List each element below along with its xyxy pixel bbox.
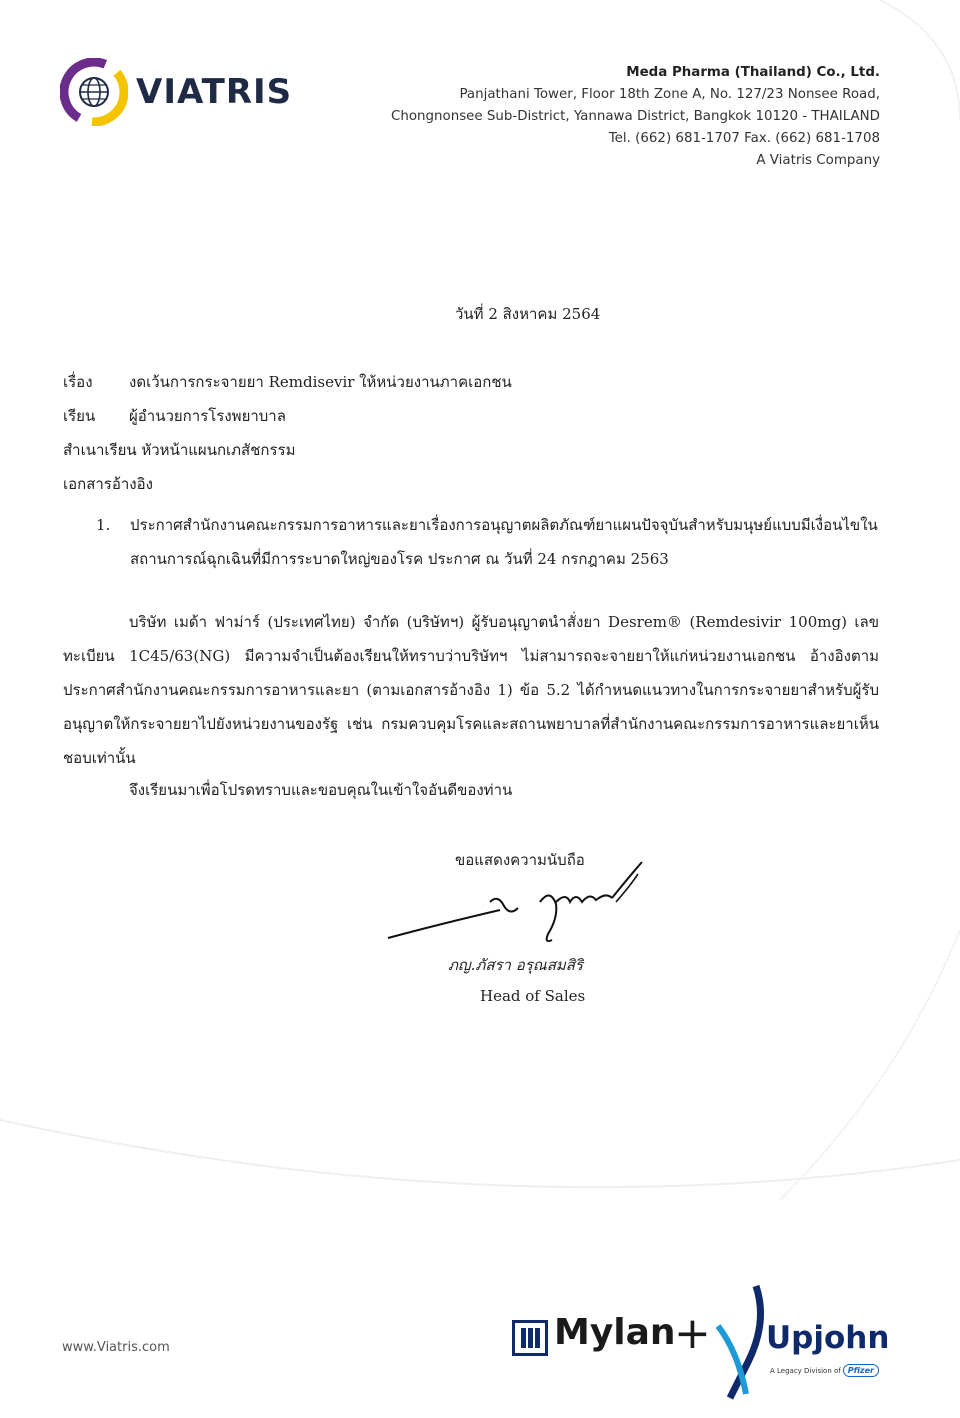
body-text: บริษัท เมด้า ฟาม่าร์ (ประเทศไทย) จำกัด (บริษัทฯ) ผู้รับอนุญาตนำสั่งยา Desrem® (Remdesivir 100mg) เลขทะเบียน 1C45/63(NG) มีความจำเป็นต้องเรียนให้ทราบว่าบริษัทฯ ไม่สามารถจะจายยาให้แก่หน่วยงานเอกชน อ้างอิงตามประกาศสำนักงานคณะกรรมการอาหารและยา (ตามเอกสารอ้างอิง 1) ข้อ 5.2 ได้กำหนดแนวทางในการกระจายยาสำหรับผู้รับอนุญาตให้กระจายยาไปยังหน่วยงานของรัฐ เช่น กรมควบคุมโรคและสถานพยาบาลที่สำนักงานคณะกรรมการอาหารและยาเห็นชอบเท่านั้น xyxy=(63,613,879,767)
reference-text: ประกาศสำนักงานคณะกรรมการอาหารและยาเรื่องการอนุญาตผลิตภัณฑ์ยาแผนปัจจุบันสำหรับมนุษย์แบบมีเงื่อนไขในสถานการณ์ฉุกเฉินที่มีการระบาดใหญ่ของโรค ประกาศ ณ วันที่ 24 กรกฎาคม 2563 xyxy=(130,516,878,568)
viatris-logo xyxy=(60,58,292,126)
cc-row: สำเนาเรียน หัวหน้าแผนกเภสัชกรรม xyxy=(63,441,296,459)
references-label: เอกสารอ้างอิง xyxy=(63,475,153,493)
mylan-logo-icon xyxy=(512,1320,548,1356)
reference-item xyxy=(96,508,886,576)
letter-date: วันที่ 2 สิงหาคม 2564 xyxy=(455,305,601,323)
reference-number: 1. xyxy=(96,516,111,534)
mylan-wordmark: Mylan xyxy=(554,1312,676,1353)
letterhead-address xyxy=(391,62,880,172)
legacy-text: A Legacy Division of xyxy=(770,1367,841,1375)
upjohn-wordmark: Upjohn xyxy=(766,1320,890,1356)
signer-name: ภญ.ภัสรา อรุณสมสิริ xyxy=(448,956,583,974)
viatris-globe-icon xyxy=(60,58,128,126)
company-tagline: A Viatris Company xyxy=(756,153,880,168)
pfizer-logo: Pfizer xyxy=(843,1364,879,1377)
subject-row xyxy=(63,372,512,392)
closing-sentence: จึงเรียนมาเพื่อโปรดทราบและขอบคุณในเข้าใจอันดีของท่าน xyxy=(129,781,513,799)
subject-text: งดเว้นการกระจายยา Remdisevir ให้หน่วยงานภาคเอกชน xyxy=(129,373,512,391)
viatris-wordmark: VIATRIS xyxy=(136,72,293,112)
signer-title: Head of Sales xyxy=(480,987,586,1005)
handwritten-signature xyxy=(380,852,660,952)
plus-sign: + xyxy=(674,1308,711,1359)
upjohn-legacy-line xyxy=(770,1364,879,1377)
recipient-label: เรียน xyxy=(63,407,96,425)
address-line-1: Panjathani Tower, Floor 18th Zone A, No. 127/23 Nonsee Road, xyxy=(459,87,880,102)
company-name: Meda Pharma (Thailand) Co., Ltd. xyxy=(626,65,880,80)
body-paragraph xyxy=(63,605,879,775)
website-link[interactable]: www.Viatris.com xyxy=(62,1340,170,1355)
subject-label: เรื่อง xyxy=(63,373,93,391)
address-line-2: Chongnonsee Sub-District, Yannawa District, Bangkok 10120 - THAILAND xyxy=(391,109,880,124)
recipient-text: ผู้อำนวยการโรงพยาบาล xyxy=(129,407,286,425)
partner-logos xyxy=(508,1282,898,1402)
contact-line: Tel. (662) 681-1707 Fax. (662) 681-1708 xyxy=(608,131,880,146)
recipient-row xyxy=(63,406,286,426)
regards-line: ขอแสดงความนับถือ xyxy=(455,851,585,869)
